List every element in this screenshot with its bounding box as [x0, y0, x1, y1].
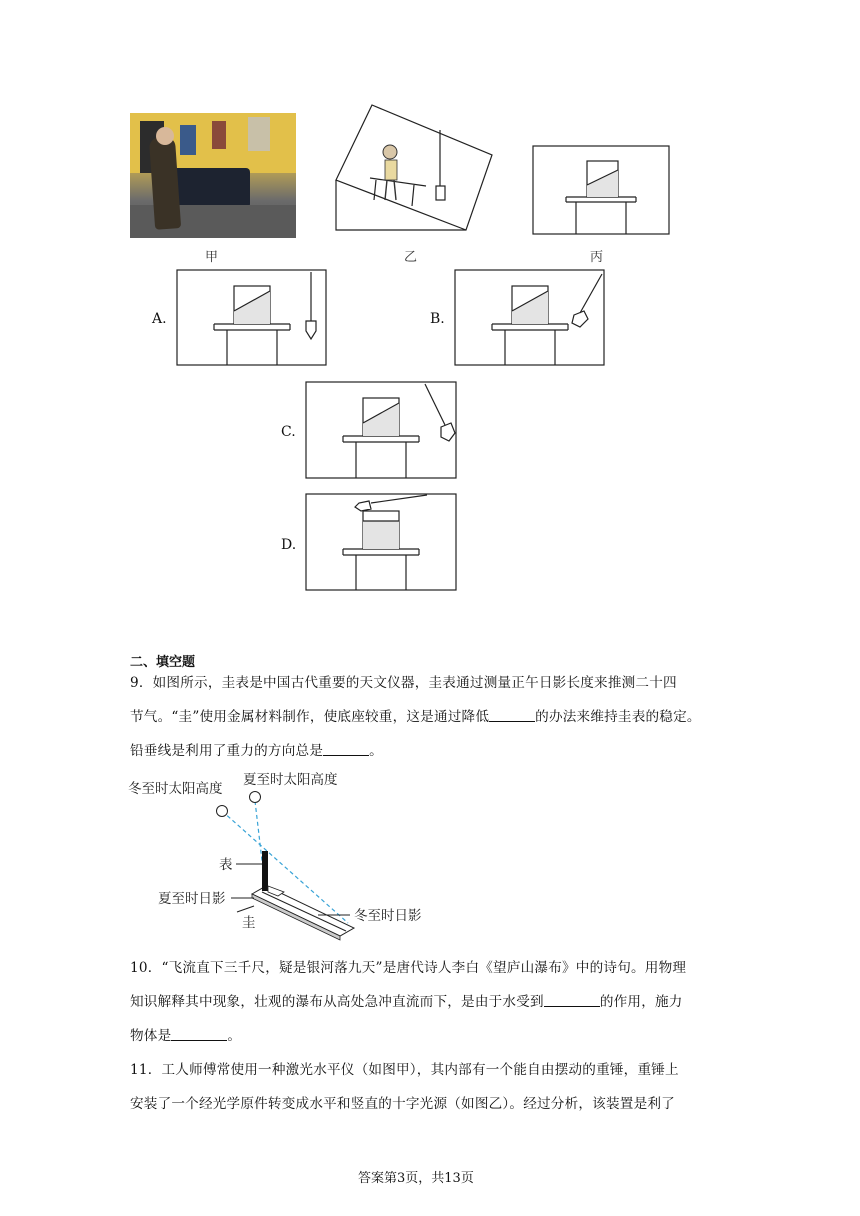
- q9-line2: [130, 711, 701, 725]
- summer-sun-icon: [250, 792, 261, 803]
- q10-line1: 10．“飞流直下三千尺，疑是银河落九天”是唐代诗人李白《望庐山瀑布》中的诗句。用物理: [130, 960, 687, 976]
- q10-line2: [130, 996, 683, 1010]
- label-winter-sun: 冬至时太阳高度: [128, 781, 223, 797]
- section-title: 二、填空题: [130, 655, 196, 670]
- tilted-frame: [336, 105, 492, 230]
- q10-line2-text: 知识解释其中现象，壮观的瀑布从高处急冲直流而下，是由于水受到: [130, 994, 544, 1010]
- guibiao-diagram: [128, 768, 448, 948]
- figure-yi: [330, 100, 495, 240]
- gui-base: [252, 886, 354, 940]
- label-biao: 表: [219, 857, 233, 873]
- option-a-label: A.: [152, 311, 167, 327]
- plumb-bob: [436, 186, 445, 200]
- q10-blank-2[interactable]: [171, 1039, 227, 1041]
- q10-line3-text: 物体是: [130, 1028, 172, 1044]
- biao-pole: [262, 851, 268, 891]
- q10-line3: [130, 1030, 241, 1044]
- option-a-figure: [176, 269, 328, 367]
- q9-line3-text: 铅垂线是利用了重力的方向总是: [130, 743, 324, 759]
- figure-person-icon: [383, 145, 397, 200]
- figure-bing: [532, 145, 672, 235]
- q10-line3-end: 。: [227, 1028, 242, 1044]
- q10-blank-1[interactable]: [544, 1005, 600, 1007]
- q9-line2-text: 节气。“圭”使用金属材料制作，使底座较重，这是通过降低: [130, 709, 490, 725]
- q9-line1: 9．如图所示，圭表是中国古代重要的天文仪器，圭表通过测量正午日影长度来推测二十四: [130, 675, 677, 691]
- option-c-figure: [305, 381, 458, 479]
- label-gui: 圭: [242, 915, 256, 931]
- caption-bing: 丙: [590, 250, 604, 265]
- option-c-label: C.: [281, 424, 296, 440]
- q11-line1: 11．工人师傅常使用一种激光水平仪（如图甲），其内部有一个能自由摆动的重锤，重锤上: [130, 1062, 679, 1078]
- caption-jia: 甲: [205, 250, 219, 265]
- q10-line2-text-b: 的作用，施力: [599, 994, 683, 1010]
- page-footer: 答案第3页，共13页: [358, 1171, 474, 1186]
- caption-yi: 乙: [404, 250, 418, 265]
- winter-sun-icon: [217, 806, 228, 817]
- label-summer-sun: 夏至时太阳高度: [243, 772, 338, 788]
- q9-blank-1[interactable]: [489, 720, 535, 722]
- photo-jia: [130, 113, 296, 238]
- q9-blank-2[interactable]: [323, 754, 369, 756]
- option-b-label: B.: [430, 311, 445, 327]
- q9-line3: [130, 745, 383, 759]
- q9-line2-text-b: 的办法来维持圭表的稳定。: [535, 709, 701, 725]
- q9-line3-end: 。: [369, 743, 383, 759]
- q11-line2: 安装了一个经光学原件转变成水平和竖直的十字光源（如图乙）。经过分析，该装置是利了: [130, 1096, 675, 1112]
- option-b-figure: [454, 269, 606, 367]
- label-winter-shadow: 冬至时日影: [354, 908, 422, 924]
- table-top: [370, 178, 426, 186]
- option-d-label: D.: [281, 537, 297, 553]
- label-summer-shadow: 夏至时日影: [158, 891, 226, 907]
- option-d-figure: [305, 493, 458, 591]
